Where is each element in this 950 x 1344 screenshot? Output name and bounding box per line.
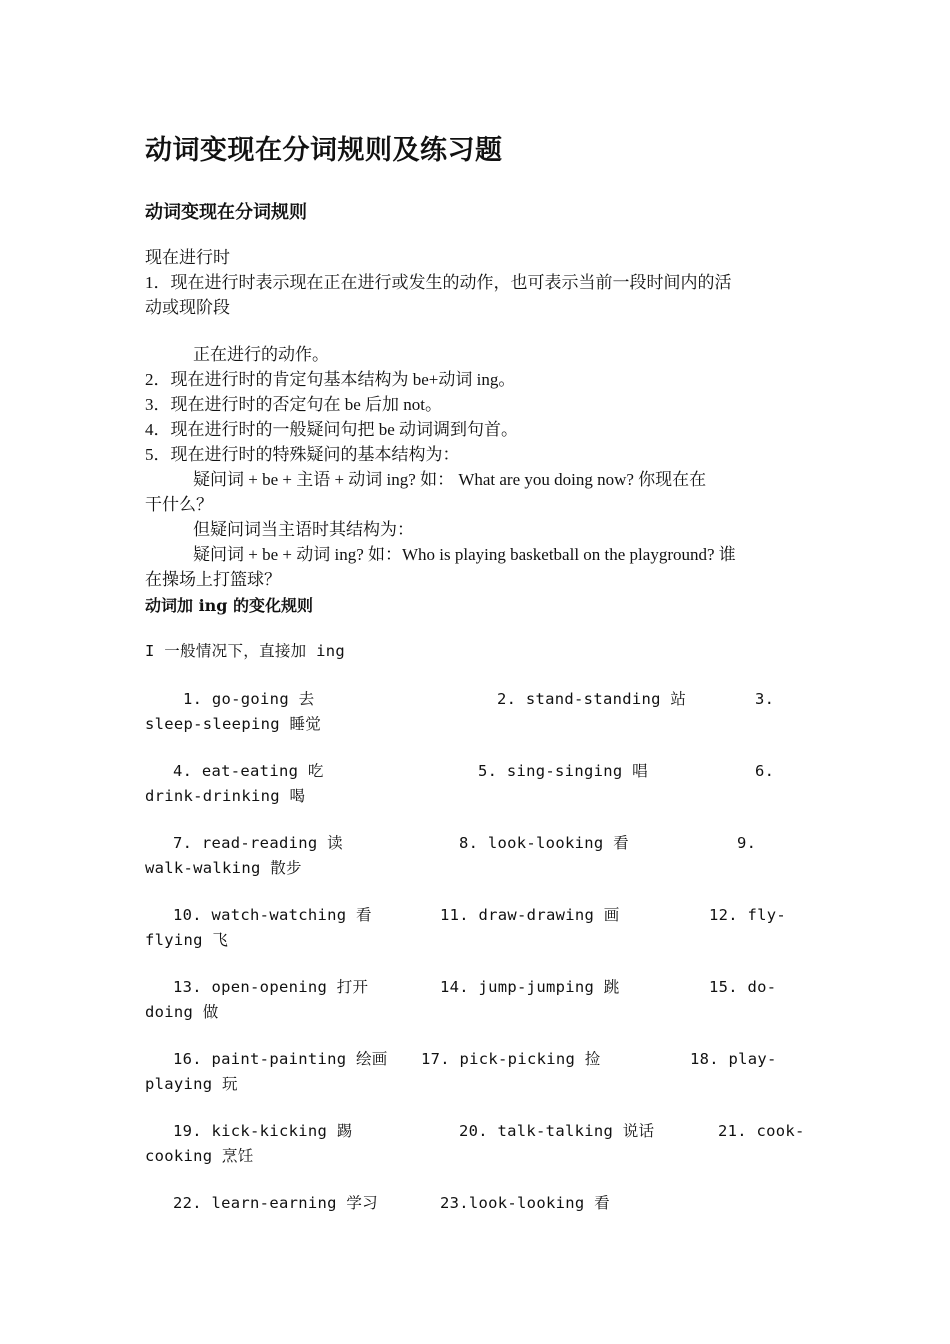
word-item: 11. draw-drawing 画 — [440, 906, 620, 924]
rule-I: I 一般情况下，直接加 ing — [145, 642, 345, 660]
word-item: doing 做 — [145, 1003, 219, 1021]
word-item: 18. play- — [690, 1050, 777, 1068]
rule-3: 3．现在进行时的否定句在 be 后加 not。 — [145, 395, 443, 414]
word-item: 8. look-looking 看 — [459, 834, 629, 852]
word-item: 1. go-going 去 — [183, 690, 315, 708]
word-item: 7. read-reading 读 — [173, 834, 343, 852]
rule-1-line-1: 1．现在进行时表示现在正在进行或发生的动作，也可表示当前一段时间内的活 — [145, 273, 732, 292]
rule-5-example-1: 疑问词 + be + 主语 + 动词 ing? 如： What are you doing now? 你现在在 — [193, 470, 707, 489]
word-item: 15. do- — [709, 978, 777, 996]
rule-5: 5．现在进行时的特殊疑问的基本结构为： — [145, 445, 460, 464]
word-item: 17. pick-picking 捡 — [421, 1050, 601, 1068]
rule-1-line-3: 正在进行的动作。 — [193, 345, 329, 364]
word-item: 2. stand-standing 站 — [497, 690, 687, 708]
rule-5-note: 但疑问词当主语时其结构为： — [193, 520, 414, 539]
rule-5-example-2-cont: 在操场上打篮球？ — [145, 570, 281, 589]
word-item: 9. — [737, 834, 757, 852]
word-item: drink-drinking 喝 — [145, 787, 306, 805]
word-item: 6. — [755, 762, 775, 780]
rule-1-line-2: 动或现阶段 — [145, 298, 230, 317]
word-item: 19. kick-kicking 踢 — [173, 1122, 353, 1140]
word-item: flying 飞 — [145, 931, 229, 949]
word-item: 20. talk-talking 说话 — [459, 1122, 655, 1140]
word-item: 4. eat-eating 吃 — [173, 762, 324, 780]
word-item: cooking 烹饪 — [145, 1147, 254, 1165]
word-item: sleep-sleeping 睡觉 — [145, 715, 322, 733]
word-item: 21. cook- — [718, 1122, 805, 1140]
word-item: 10. watch-watching 看 — [173, 906, 372, 924]
ing-rules-heading: 动词加 ing 的变化规则 — [145, 596, 314, 615]
word-item: 16. paint-painting 绘画 — [173, 1050, 388, 1068]
word-item: 14. jump-jumping 跳 — [440, 978, 620, 996]
word-item: 23.look-looking 看 — [440, 1194, 610, 1212]
word-item: 12. fly- — [709, 906, 787, 924]
rule-2: 2．现在进行时的肯定句基本结构为 be+动词 ing。 — [145, 370, 516, 389]
rule-4: 4．现在进行时的一般疑问句把 be 动词调到句首。 — [145, 420, 519, 439]
rule-5-example-1-cont: 干什么？ — [145, 495, 213, 514]
section-heading: 动词变现在分词规则 — [145, 202, 307, 223]
document-title: 动词变现在分词规则及练习题 — [145, 135, 503, 166]
word-item: playing 玩 — [145, 1075, 238, 1093]
word-item: 22. learn-earning 学习 — [173, 1194, 378, 1212]
rule-5-example-2: 疑问词 + be + 动词 ing? 如：Who is playing basketball on the playground? 谁 — [193, 545, 736, 564]
word-item: 5. sing-singing 唱 — [478, 762, 648, 780]
word-item: 3. — [755, 690, 775, 708]
word-item: walk-walking 散步 — [145, 859, 302, 877]
section-label: 现在进行时 — [145, 248, 230, 267]
word-item: 13. open-opening 打开 — [173, 978, 369, 996]
